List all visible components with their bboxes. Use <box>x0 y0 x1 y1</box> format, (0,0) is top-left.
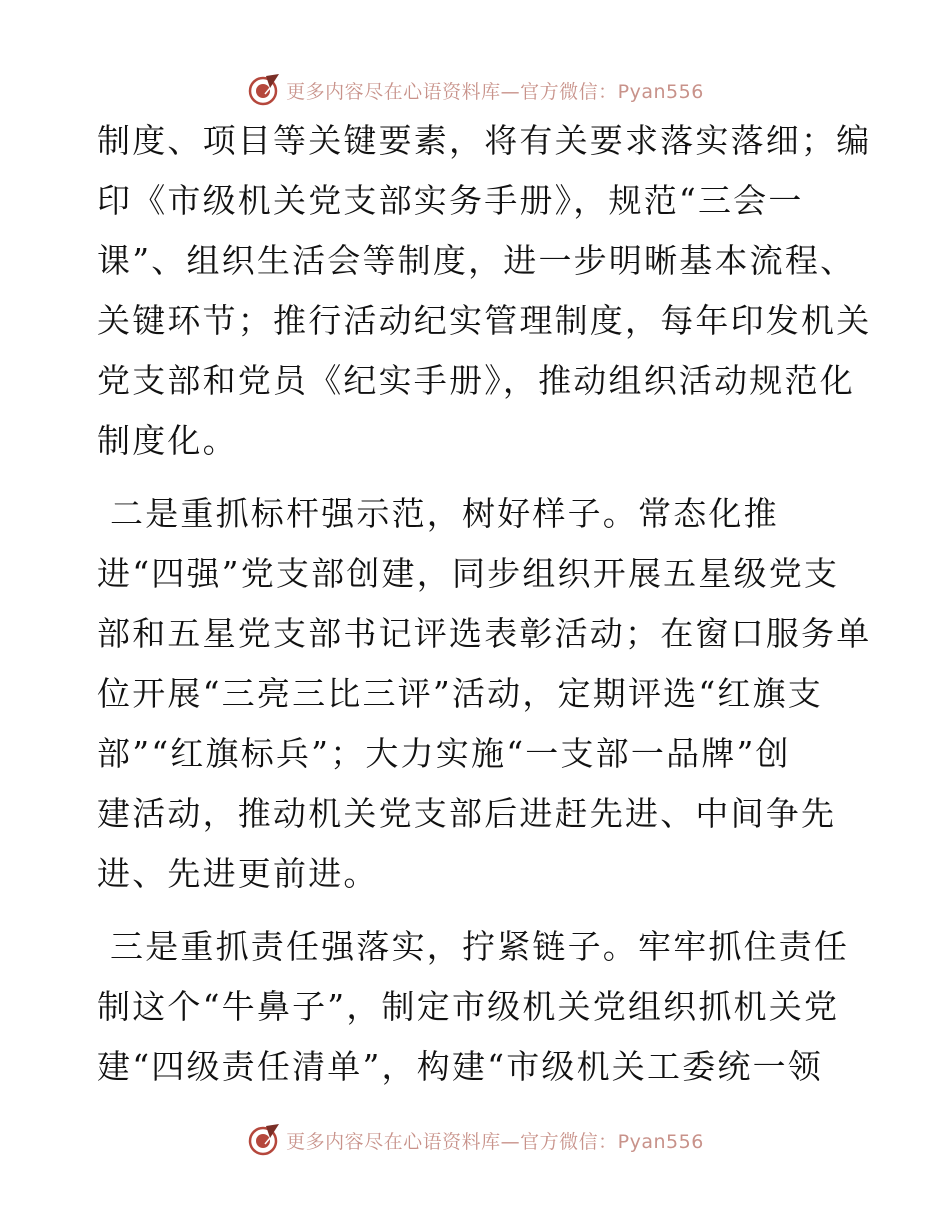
text-line: 关键环节；推行活动纪实管理制度，每年印发机关 <box>97 301 872 340</box>
header-watermark-banner <box>0 70 950 110</box>
text-line: 建“四级责任清单”，构建“市级机关工委统一领 <box>97 1047 824 1086</box>
text-line: 进“四强”党支部创建，同步组织开展五星级党支 <box>97 554 840 593</box>
header-watermark-text: 更多内容尽在心语资料库—官方微信：Pyan556 <box>286 80 704 103</box>
text-line: 建活动，推动机关党支部后进赶先进、中间争先 <box>97 794 837 833</box>
text-line: 位开展“三亮三比三评”活动，定期评选“红旗支 <box>97 674 824 713</box>
paragraph-lead-line: 三是重抓责任强落实，拧紧链子。牢牢抓住责任 <box>110 927 850 966</box>
paragraph-lead-line: 二是重抓标杆强示范，树好样子。常态化推 <box>110 494 779 533</box>
text-line: 进、先进更前进。 <box>97 854 379 893</box>
text-line: 制度化。 <box>97 421 238 460</box>
text-line: 部”“红旗标兵”；大力实施“一支部一品牌”创 <box>97 734 791 773</box>
text-line: 印《市级机关党支部实务手册》，规范“三会一 <box>97 181 804 220</box>
text-line: 部和五星党支部书记评选表彰活动；在窗口服务单 <box>97 614 872 653</box>
brand-logo-icon <box>246 1122 282 1158</box>
footer-watermark-banner <box>0 1120 950 1160</box>
text-line: 党支部和党员《纪实手册》，推动组织活动规范化 <box>97 361 855 400</box>
text-line: 课”、组织生活会等制度，进一步明晰基本流程、 <box>97 241 856 280</box>
text-line: 制这个“牛鼻子”，制定市级机关党组织抓机关党 <box>97 987 840 1026</box>
footer-watermark-text: 更多内容尽在心语资料库—官方微信：Pyan556 <box>286 1130 704 1153</box>
text-line: 制度、项目等关键要素，将有关要求落实落细；编 <box>97 121 872 160</box>
brand-logo-icon <box>246 72 282 108</box>
